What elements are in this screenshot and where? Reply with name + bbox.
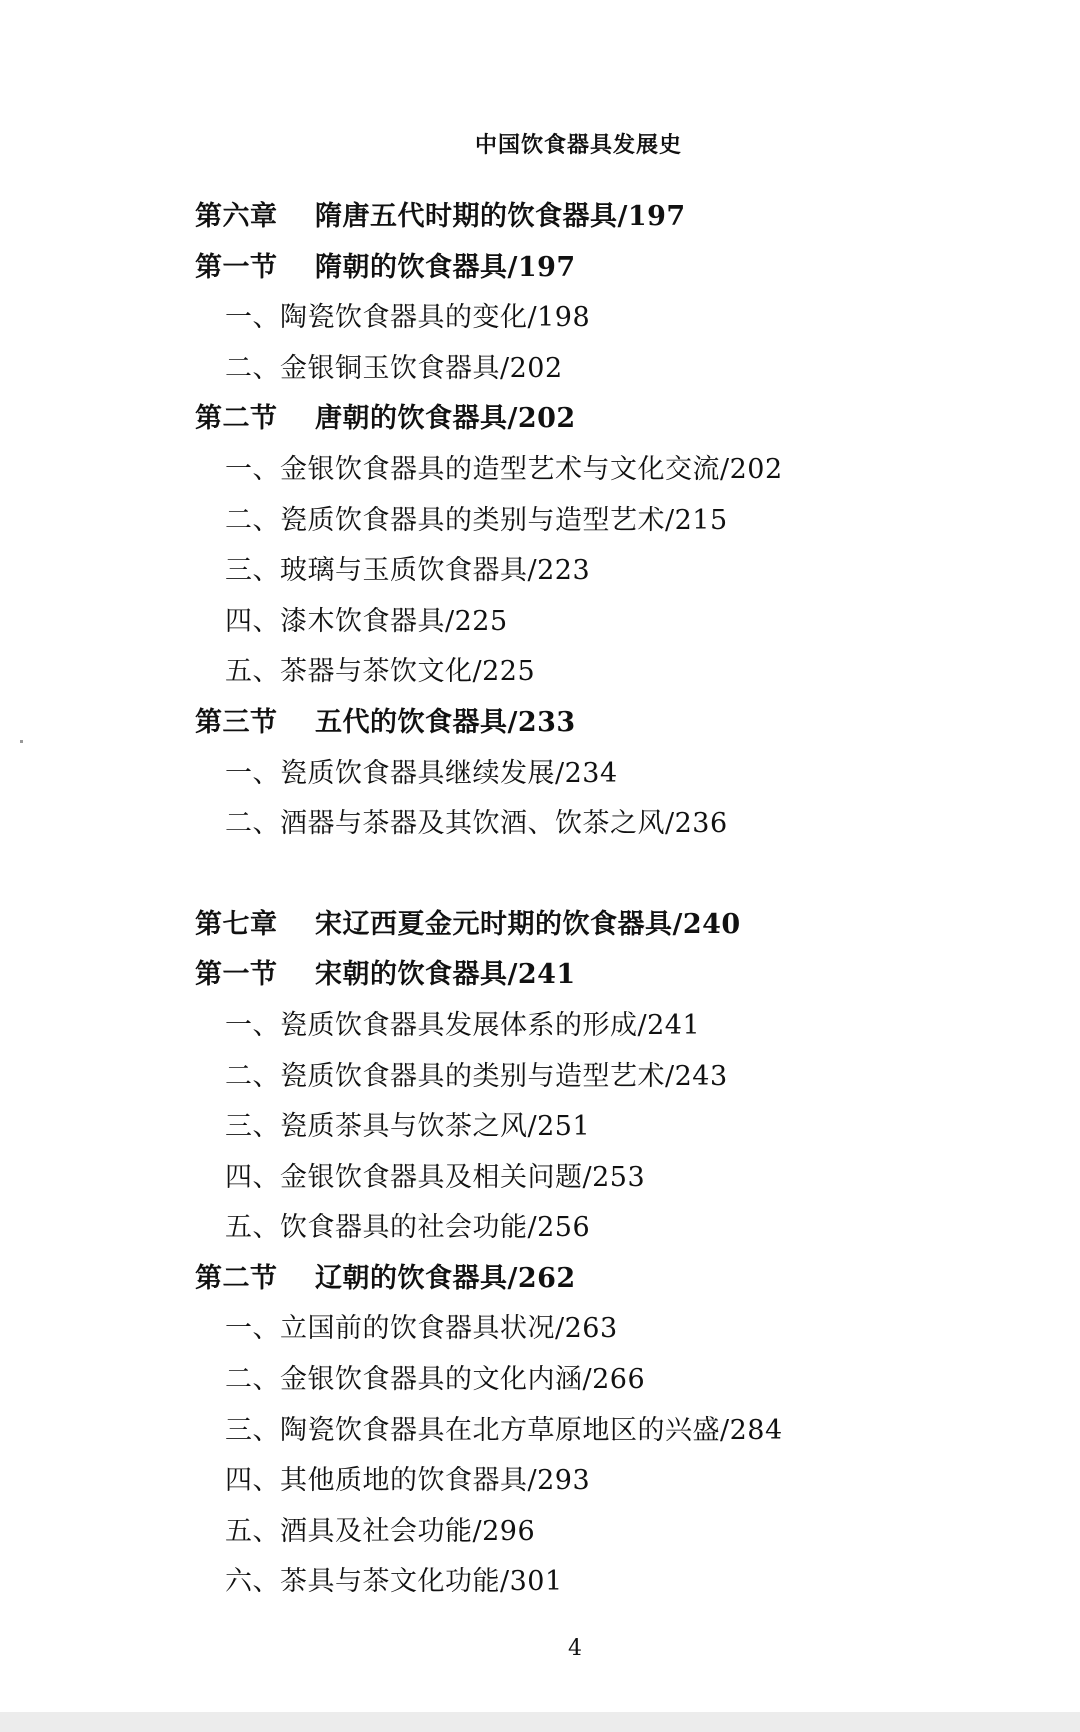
toc-item: 三、瓷质茶具与饮茶之风/251: [225, 1111, 591, 1143]
toc-item: 二、金银铜玉饮食器具/202: [225, 352, 563, 384]
chapter-6-group: [195, 192, 995, 850]
section-title: 五代的饮食器具/233: [315, 706, 576, 738]
section-label: 第一节: [195, 251, 278, 283]
toc-item: 四、金银饮食器具及相关问题/253: [225, 1161, 646, 1193]
toc-item: 二、瓷质饮食器具的类别与造型艺术/215: [225, 504, 728, 536]
table-of-contents: [195, 192, 995, 1608]
toc-item: 三、玻璃与玉质饮食器具/223: [225, 555, 591, 587]
toc-item: 一、瓷质饮食器具继续发展/234: [225, 757, 618, 789]
section-title: 宋朝的饮食器具/241: [315, 959, 576, 991]
bottom-border: [0, 1712, 1080, 1732]
toc-item: 二、酒器与茶器及其饮酒、饮茶之风/236: [225, 808, 728, 840]
toc-item: 五、酒具及社会功能/296: [225, 1515, 536, 1547]
toc-item: 一、金银饮食器具的造型艺术与文化交流/202: [225, 453, 783, 485]
chapter-label: 第七章: [195, 908, 278, 940]
chapter-title: 宋辽西夏金元时期的饮食器具/240: [315, 908, 741, 940]
toc-item: 一、立国前的饮食器具状况/263: [225, 1313, 618, 1345]
section-title: 唐朝的饮食器具/202: [315, 403, 576, 435]
section-title: 辽朝的饮食器具/262: [315, 1262, 576, 1294]
chapter-title: 隋唐五代时期的饮食器具/197: [315, 201, 686, 232]
toc-item: 一、瓷质饮食器具发展体系的形成/241: [225, 1009, 701, 1041]
section-heading: [195, 950, 995, 1001]
section-label: 第二节: [195, 1262, 278, 1294]
toc-item: 四、漆木饮食器具/225: [225, 605, 508, 637]
chapter-label: 第六章: [195, 201, 278, 232]
page-number: 4: [568, 1636, 582, 1661]
section-title: 隋朝的饮食器具/197: [315, 251, 576, 283]
chapter-6-heading: [195, 192, 995, 243]
toc-item: 一、陶瓷饮食器具的变化/198: [225, 302, 591, 334]
toc-item: 四、其他质地的饮食器具/293: [225, 1465, 591, 1497]
section-heading: [195, 243, 995, 294]
toc-item: 三、陶瓷饮食器具在北方草原地区的兴盛/284: [225, 1414, 783, 1446]
section-heading: [195, 394, 995, 445]
scan-speck: [20, 740, 23, 743]
section-heading: [195, 1254, 995, 1305]
running-head: 中国饮食器具发展史: [475, 132, 683, 158]
section-heading: [195, 698, 995, 749]
toc-item: 二、瓷质饮食器具的类别与造型艺术/243: [225, 1060, 728, 1092]
toc-item: 五、饮食器具的社会功能/256: [225, 1212, 591, 1244]
section-label: 第一节: [195, 959, 278, 991]
toc-item: 二、金银饮食器具的文化内涵/266: [225, 1364, 646, 1396]
chapter-7-group: [195, 900, 995, 1608]
chapter-7-heading: [195, 900, 995, 951]
section-label: 第二节: [195, 403, 278, 435]
section-label: 第三节: [195, 706, 278, 738]
toc-item: 五、茶器与茶饮文化/225: [225, 656, 536, 688]
toc-item: 六、茶具与茶文化功能/301: [225, 1566, 563, 1598]
